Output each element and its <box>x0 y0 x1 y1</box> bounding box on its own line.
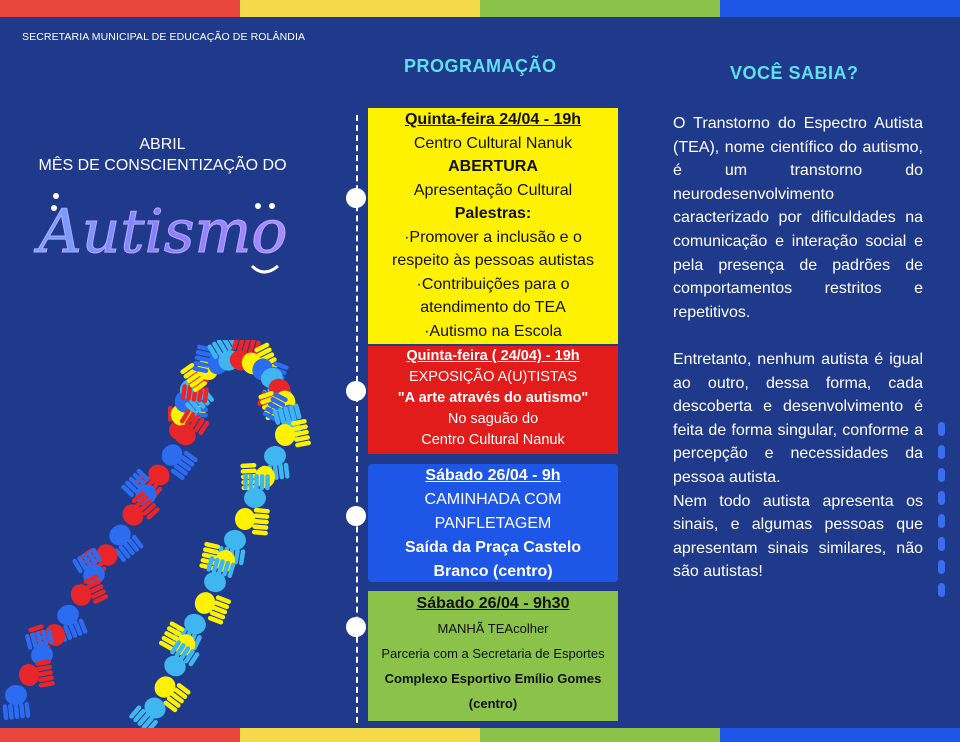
autismo-word: Autismo <box>38 197 288 267</box>
timeline-dot <box>346 381 366 401</box>
event-card-teacolher <box>368 591 618 721</box>
info-paragraph: Nem todo autista apresenta os sinais, e algumas pessoas que apresentam sinais similares, não são autistas! <box>673 492 923 581</box>
decorative-pills <box>938 422 948 606</box>
hand-puzzle-ribbon-image <box>0 340 330 730</box>
event-heading: Quinta-feira 24/04 - 19h <box>404 111 582 128</box>
event-heading: Sábado 26/04 - 9h <box>425 467 561 484</box>
timeline-dot <box>346 188 366 208</box>
event-line: CAMINHADA COM <box>424 491 562 508</box>
info-paragraph: Entretanto, nenhum autista é igual ao outro, dessa forma, cada descoberta e desenvolvimento é feita de forma singular, conforme a percepção e necessidades da pessoa autista. <box>673 350 923 486</box>
event-line: EXPOSIÇÃO A(U)TISTAS <box>408 369 578 385</box>
event-line: MANHÃ TEAcolher <box>437 621 549 636</box>
event-line: Branco (centro) <box>433 563 553 580</box>
autismo-lettering <box>28 186 298 286</box>
timeline-dot <box>346 617 366 637</box>
event-card-exposicao <box>368 346 618 454</box>
event-line: ·Contribuições para o <box>416 275 570 293</box>
event-line: ·Promover a inclusão e o <box>404 228 582 246</box>
event-heading: Quinta-feira ( 24/04) - 19h <box>406 348 580 364</box>
event-line: respeito às pessoas autistas <box>392 252 594 269</box>
event-line: "A arte através do autismo" <box>397 390 589 406</box>
event-card-caminhada <box>368 464 618 582</box>
event-card-abertura <box>368 108 618 344</box>
event-line: ·Autismo na Escola <box>424 322 562 340</box>
info-paragraph: O Transtorno do Espectro Autista (TEA), nome científico do autismo, é um transtorno do neurodesenvolvimento caracterizado por dificuldades na comunicação e interação social e pela presença de padrões de comportamentos restritos e repetitivos. <box>673 115 923 321</box>
event-line: Parceria com a Secretaria de Esportes <box>381 646 605 661</box>
event-line: Centro Cultural Nanuk <box>421 432 565 448</box>
month-label: ABRIL <box>139 136 186 153</box>
awareness-label: MÊS DE CONSCIENTIZAÇÃO DO <box>38 157 287 174</box>
bottom-color-band <box>0 728 960 742</box>
event-line: Saída da Praça Castelo <box>404 539 582 556</box>
event-line: atendimento do TEA <box>420 299 566 316</box>
voce-sabia-text <box>673 112 923 584</box>
event-line: (centro) <box>468 696 518 711</box>
event-line: Complexo Esportivo Emílio Gomes <box>384 671 602 686</box>
event-line: No saguão do <box>447 411 539 427</box>
event-line: PANFLETAGEM <box>434 515 552 532</box>
event-line: Apresentação Cultural <box>413 181 573 199</box>
event-heading: Sábado 26/04 - 9h30 <box>416 595 570 612</box>
top-color-band <box>0 0 960 17</box>
awareness-month-heading <box>20 134 305 176</box>
organization-name: SECRETARIA MUNICIPAL DE EDUCAÇÃO DE ROLÂNDIA <box>22 31 306 43</box>
event-line: Palestras: <box>454 205 532 222</box>
event-line: Centro Cultural Nanuk <box>413 134 573 152</box>
event-line: ABERTURA <box>448 158 538 175</box>
timeline-dot <box>346 506 366 526</box>
voce-sabia-title: VOCÊ SABIA? <box>730 63 859 83</box>
programacao-title: PROGRAMAÇÃO <box>404 56 557 76</box>
